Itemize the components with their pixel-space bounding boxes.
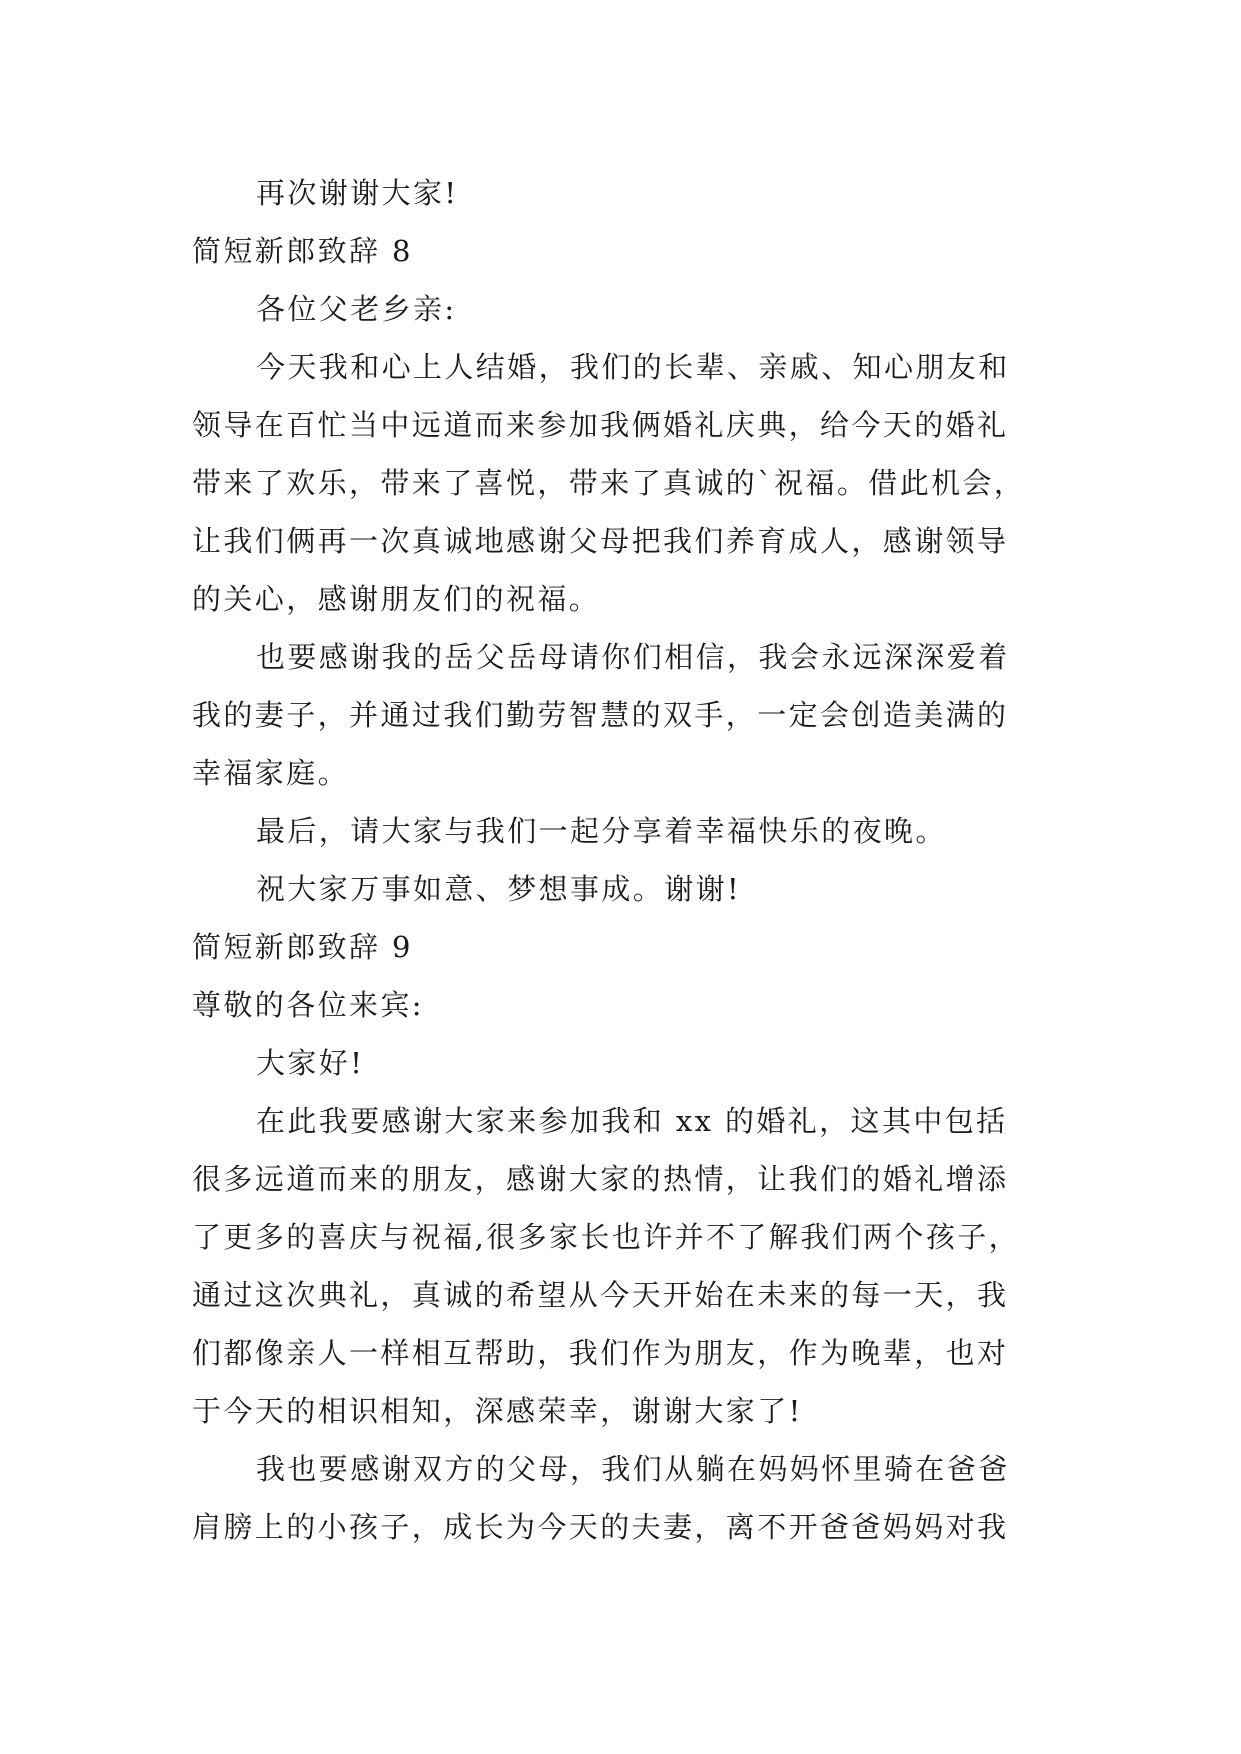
paragraph-line: 很多远道而来的朋友，感谢大家的热情，让我们的婚礼增添 [192, 1162, 1009, 1196]
paragraph-line: 带来了欢乐，带来了喜悦，带来了真诚的`祝福。借此机会， [192, 466, 1026, 500]
paragraph-line: 让我们俩再一次真诚地感谢父母把我们养育成人，感谢领导 [192, 524, 1009, 558]
paragraph-line: 我的妻子，并通过我们勤劳智慧的双手，一定会创造美满的 [192, 698, 1009, 732]
paragraph-line: 最后，请大家与我们一起分享着幸福快乐的夜晚。 [256, 814, 947, 848]
paragraph-line: 了更多的喜庆与祝福,很多家长也许并不了解我们两个孩子， [192, 1220, 1021, 1254]
greeting: 大家好! [256, 1046, 365, 1080]
document-body [192, 164, 1060, 1556]
paragraph-line: 幸福家庭。 [192, 756, 350, 790]
paragraph-line: 于今天的相识相知，深感荣幸，谢谢大家了! [192, 1394, 803, 1428]
salutation: 尊敬的各位来宾: [192, 988, 424, 1022]
section-heading: 简短新郎致辞 8 [192, 234, 413, 268]
paragraph-line: 们都像亲人一样相互帮助，我们作为朋友，作为晚辈，也对 [192, 1336, 1009, 1370]
paragraph-line: 肩膀上的小孩子，成长为今天的夫妻，离不开爸爸妈妈对我 [192, 1510, 1009, 1544]
paragraph-line: 通过这次典礼，真诚的希望从今天开始在未来的每一天，我 [192, 1278, 1009, 1312]
paragraph-line: 祝大家万事如意、梦想事成。谢谢! [256, 872, 742, 906]
closing-line: 再次谢谢大家! [256, 176, 459, 210]
section-heading: 简短新郎致辞 9 [192, 930, 413, 964]
paragraph-line: 领导在百忙当中远道而来参加我俩婚礼庆典，给今天的婚礼 [192, 408, 1009, 442]
paragraph-line: 在此我要感谢大家来参加我和 xx 的婚礼，这其中包括 [256, 1104, 1008, 1138]
salutation: 各位父老乡亲: [256, 292, 457, 326]
paragraph-line: 的关心，感谢朋友们的祝福。 [192, 582, 601, 616]
paragraph-line: 今天我和心上人结婚，我们的长辈、亲戚、知心朋友和 [256, 350, 1010, 384]
paragraph-line: 我也要感谢双方的父母，我们从躺在妈妈怀里骑在爸爸 [256, 1452, 1010, 1486]
paragraph-line: 也要感谢我的岳父岳母请你们相信，我会永远深深爱着 [256, 640, 1010, 674]
